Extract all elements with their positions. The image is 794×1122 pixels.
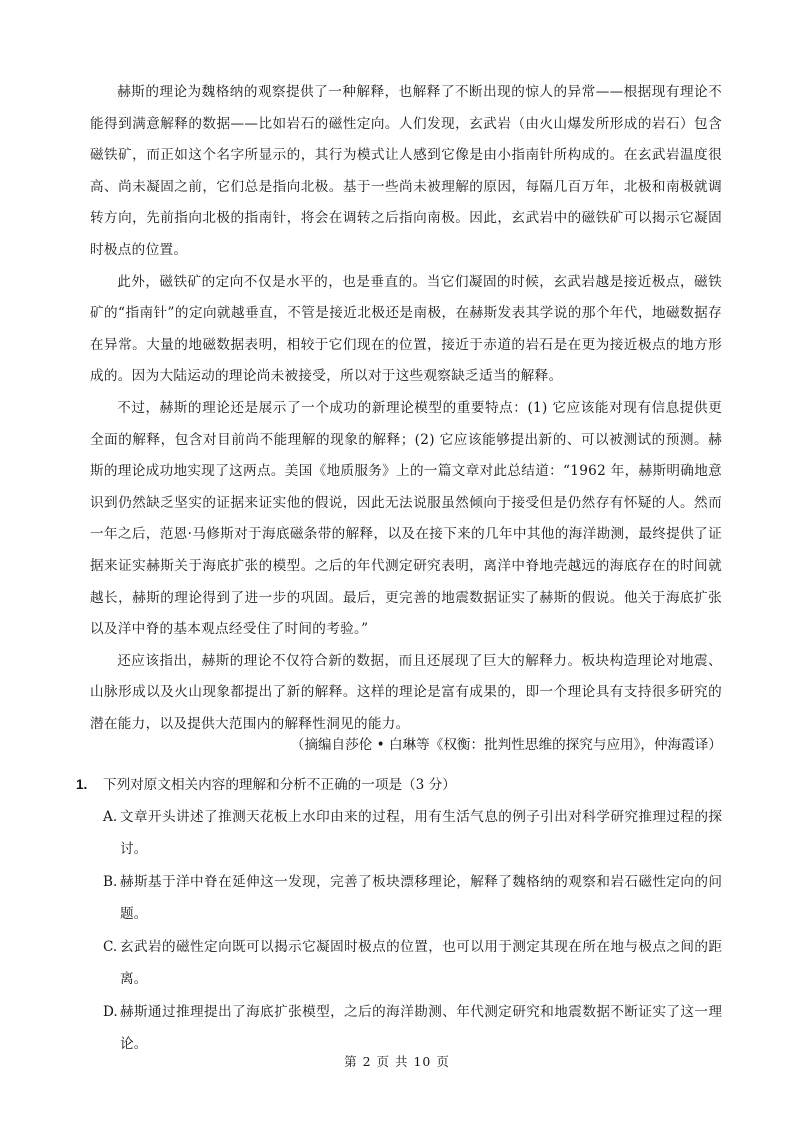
- passage-source: （摘编自莎伦 • 白琳等《权衡：批判性思维的探究与应用》，仲海霞译）: [290, 737, 722, 753]
- question-stem-text: 下列对原文相关内容的理解和分析不正确的一项是（3 分）: [103, 777, 456, 793]
- option-text: 玄武岩的磁性定向既可以揭示它凝固时极点的位置，也可以用于测定其现在所在地与极点之间的距离。: [120, 939, 722, 987]
- reading-passage: [90, 77, 722, 740]
- question-stem: [76, 770, 722, 800]
- passage-paragraph-3: 不过，赫斯的理论还是展示了一个成功的新理论模型的重要特点：(1) 它应该能对现有信息提供更全面的解释，包含对目前尚不能理解的现象的解释；(2) 它应该能够提出新的、可以被测试的预测。赫斯的理论成功地实现了这两点。美国《地质服务》上的一篇文章对此总结道：“1962 年，赫斯明确地意识到仍然缺乏坚实的证据来证实他的假说，因此无法说服虽然倾向于接受但是仍然存有怀疑的人。然而一年之后，范恩·马修斯对于海底磁条带的解释，以及在接下来的几年中其他的海洋勘测，最终提供了证据来证实赫斯关于海底扩张的模型。之后的年代测定研究表明，离洋中脊地壳越远的海底存在的时间就越长，赫斯的理论得到了进一步的巩固。最后，更完善的地震数据证实了赫斯的假说。他关于海底扩张以及洋中脊的基本观点经受住了时间的考验。”: [90, 399, 722, 638]
- option-text: 赫斯基于洋中脊在延伸这一发现，完善了板块漂移理论，解释了魏格纳的观察和岩石磁性定向的问题。: [120, 874, 722, 922]
- option-b: [90, 866, 722, 930]
- option-letter: D.: [103, 1004, 118, 1020]
- passage-paragraph-2: 此外，磁铁矿的定向不仅是水平的，也是垂直的。当它们凝固的时候，玄武岩越是接近极点，磁铁矿的“指南针”的定向就越垂直，不管是接近北极还是南极，在赫斯发表其学说的那个年代，地磁数据存在异常。大量的地磁数据表明，相较于它们现在的位置，接近于赤道的岩石是在更为接近极点的地方形成的。因为大陆运动的理论尚未被接受，所以对于这些观察缺乏适当的解释。: [90, 273, 722, 385]
- passage-paragraph-1: 赫斯的理论为魏格纳的观察提供了一种解释，也解释了不断出现的惊人的异常——根据现有理论不能得到满意解释的数据——比如岩石的磁性定向。人们发现，玄武岩（由火山爆发所形成的岩石）包含磁铁矿，而正如这个名字所显示的，其行为模式让人感到它像是由小指南针所构成的。在玄武岩温度很高、尚未凝固之前，它们总是指向北极。基于一些尚未被理解的原因，每隔几百万年，北极和南极就调转方向，先前指向北极的指南针，将会在调转之后指向南极。因此，玄武岩中的磁铁矿可以揭示它凝固时极点的位置。: [90, 84, 722, 258]
- question-number: 1.: [76, 777, 88, 792]
- passage-paragraph-4: 还应该指出，赫斯的理论不仅符合新的数据，而且还展现了巨大的解释力。板块构造理论对地震、山脉形成以及火山现象都提出了新的解释。这样的理论是富有成果的，即一个理论具有支持很多研究的潜在能力，以及提供大范围内的解释性洞见的能力。: [90, 652, 722, 732]
- option-letter: A.: [103, 809, 118, 825]
- option-text: 文章开头讲述了推测天花板上水印由来的过程，用有生活气息的例子引出对科学研究推理过程的探讨。: [120, 809, 722, 857]
- option-letter: C.: [103, 939, 118, 955]
- option-c: [90, 931, 722, 995]
- option-text: 赫斯通过推理提出了海底扩张模型，之后的海洋勘测、年代测定研究和地震数据不断证实了这一理论。: [120, 1004, 722, 1052]
- page-footer: 第 2 页 共 10 页: [344, 1054, 450, 1069]
- option-d: [90, 996, 722, 1060]
- question-1: [76, 770, 722, 1060]
- option-a: [90, 801, 722, 865]
- option-letter: B.: [103, 874, 118, 890]
